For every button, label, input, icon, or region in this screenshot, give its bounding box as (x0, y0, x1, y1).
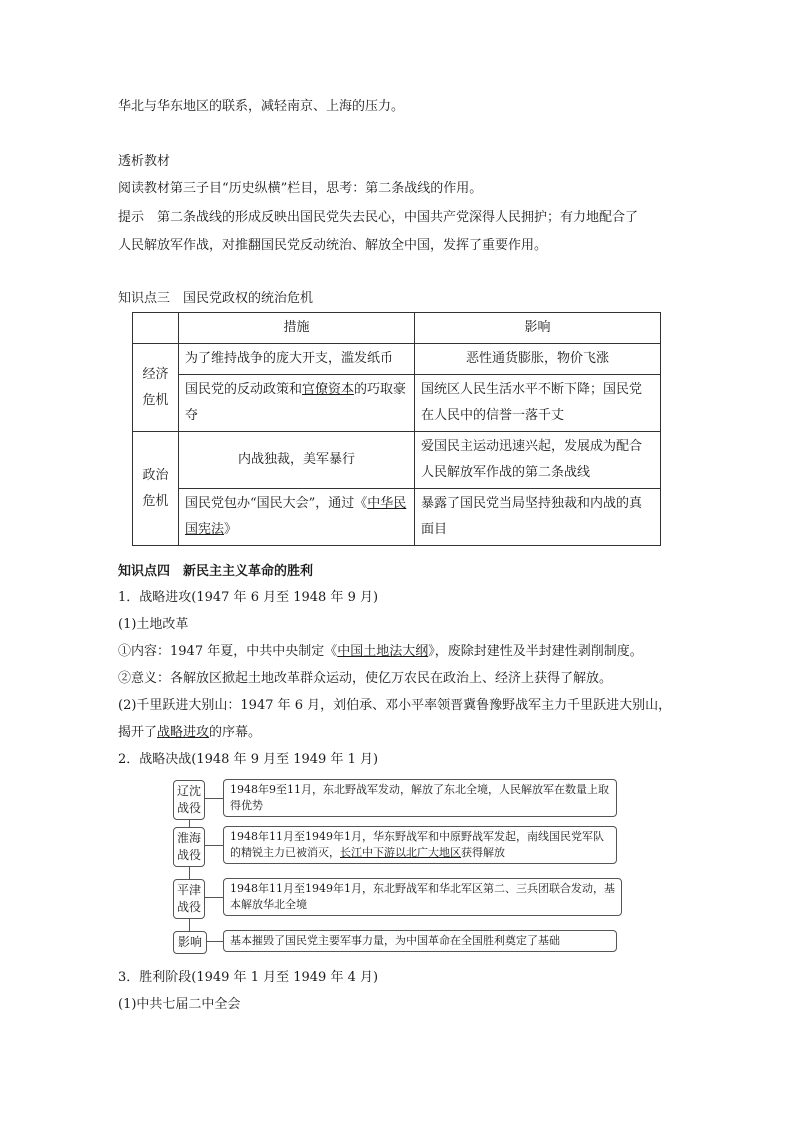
measure-cell: 国民党的反动政策和官僚资本的巧取豪夺 (179, 375, 415, 432)
section-heading-textbook: 透析教材 (118, 154, 171, 169)
battle-desc-pingjin: 1948年11月至1949年1月，东北野战军和华北军区第二、三兵团联合发动，基本解放华北全境 (223, 878, 622, 916)
impact-desc: 基本摧毁了国民党主要军事力量，为中国革命在全国胜利奠定了基础 (223, 930, 617, 952)
continued-text: 华北与华东地区的联系，减轻南京、上海的压力。 (118, 99, 405, 114)
impact-cell: 国统区人民生活水平不断下降；国民党在人民中的信誉一落千丈 (415, 375, 661, 432)
s3-title: 3．胜利阶段(1949 年 1 月至 1949 年 4 月) (118, 970, 379, 985)
s2-title: 2．战略决战(1948 年 9 月至 1949 年 1 月) (118, 752, 379, 767)
kp4-heading: 知识点四 新民主主义革命的胜利 (118, 564, 314, 579)
impact-label: 影响 (173, 931, 207, 954)
category-political: 政治 危机 (133, 432, 179, 546)
connector (205, 798, 223, 799)
table-header-row (133, 313, 661, 344)
crisis-table (132, 312, 661, 546)
dabie-line-1: (2)千里跃进大别山：1947 年 6 月，刘伯承、邓小平率领晋冀鲁豫野战军主力千里跃进大别山， (118, 698, 672, 713)
tip-line-2: 人民解放军作战，对推翻国民党反动统治、解放全中国，发挥了重要作用。 (118, 238, 548, 253)
land-reform-meaning: ②意义：各解放区掀起土地改革群众运动，使亿万农民在政治上、经济上获得了解放。 (118, 671, 613, 686)
table-row (133, 344, 661, 375)
connector (205, 845, 223, 846)
tip-label: 提示 (118, 210, 145, 225)
kp3-heading: 知识点三 国民党政权的统治危机 (118, 291, 314, 306)
underlined-term: 中国土地法大纲 (337, 644, 429, 659)
tip-text-1: 第二条战线的形成反映出国民党失去民心，中国共产党深得人民拥护；有力地配合了 (157, 210, 639, 225)
battle-label-liaoshen: 辽沈 战役 (173, 780, 205, 820)
dabie-line-2: 揭开了战略进攻的序幕。 (118, 725, 262, 740)
measure-cell: 为了维持战争的庞大开支，滥发纸币 (179, 344, 415, 375)
table-row (133, 375, 661, 432)
battle-desc-liaoshen: 1948年9至11月，东北野战军发动，解放了东北全境，人民解放军在数量上取得优势 (223, 779, 617, 817)
impact-cell: 爱国民主运动迅速兴起，发展成为配合人民解放军作战的第二条战线 (415, 432, 661, 489)
land-reform-content: ①内容：1947 年夏，中共中央制定《中国土地法大纲》，废除封建性及半封建性剥削制度。 (118, 644, 643, 659)
battle-label-pingjin: 平津 战役 (173, 879, 205, 919)
impact-cell: 恶性通货膨胀，物价飞涨 (415, 344, 661, 375)
underlined-term: 战略进攻 (157, 725, 210, 740)
underlined-term: 中华民国宪法 (185, 496, 407, 537)
connector (207, 941, 223, 942)
header-impact: 影响 (415, 313, 661, 344)
category-economic: 经济 危机 (133, 344, 179, 432)
connector (205, 897, 223, 898)
battle-desc-huaihai: 1948年11月至1949年1月，华东野战军和中原野战军发起，南线国民党军队的精锐主力已被消灭，长江中下游以北广大地区获得解放 (223, 826, 617, 864)
s1-sub1: (1)土地改革 (118, 617, 189, 632)
impact-cell: 暴露了国民党当局坚持独裁和内战的真面目 (415, 489, 661, 546)
s1-title: 1．战略进攻(1947 年 6 月至 1948 年 9 月) (118, 590, 379, 605)
table-row (133, 489, 661, 546)
header-measure: 措施 (179, 313, 415, 344)
table-row (133, 432, 661, 489)
underlined-term: 长江中下游以北广大地区 (340, 846, 461, 859)
s3-sub1: (1)中共七届二中全会 (118, 997, 241, 1012)
tip-line-1 (118, 206, 638, 225)
textbook-question: 阅读教材第三子目“历史纵横”栏目，思考：第二条战线的作用。 (118, 181, 483, 196)
header-empty (133, 313, 179, 344)
battle-label-huaihai: 淮海 战役 (173, 827, 205, 867)
measure-cell: 内战独裁，美军暴行 (179, 432, 415, 489)
underlined-term: 官僚资本 (302, 382, 355, 397)
measure-cell: 国民党包办“国民大会”，通过《中华民国宪法》 (179, 489, 415, 546)
